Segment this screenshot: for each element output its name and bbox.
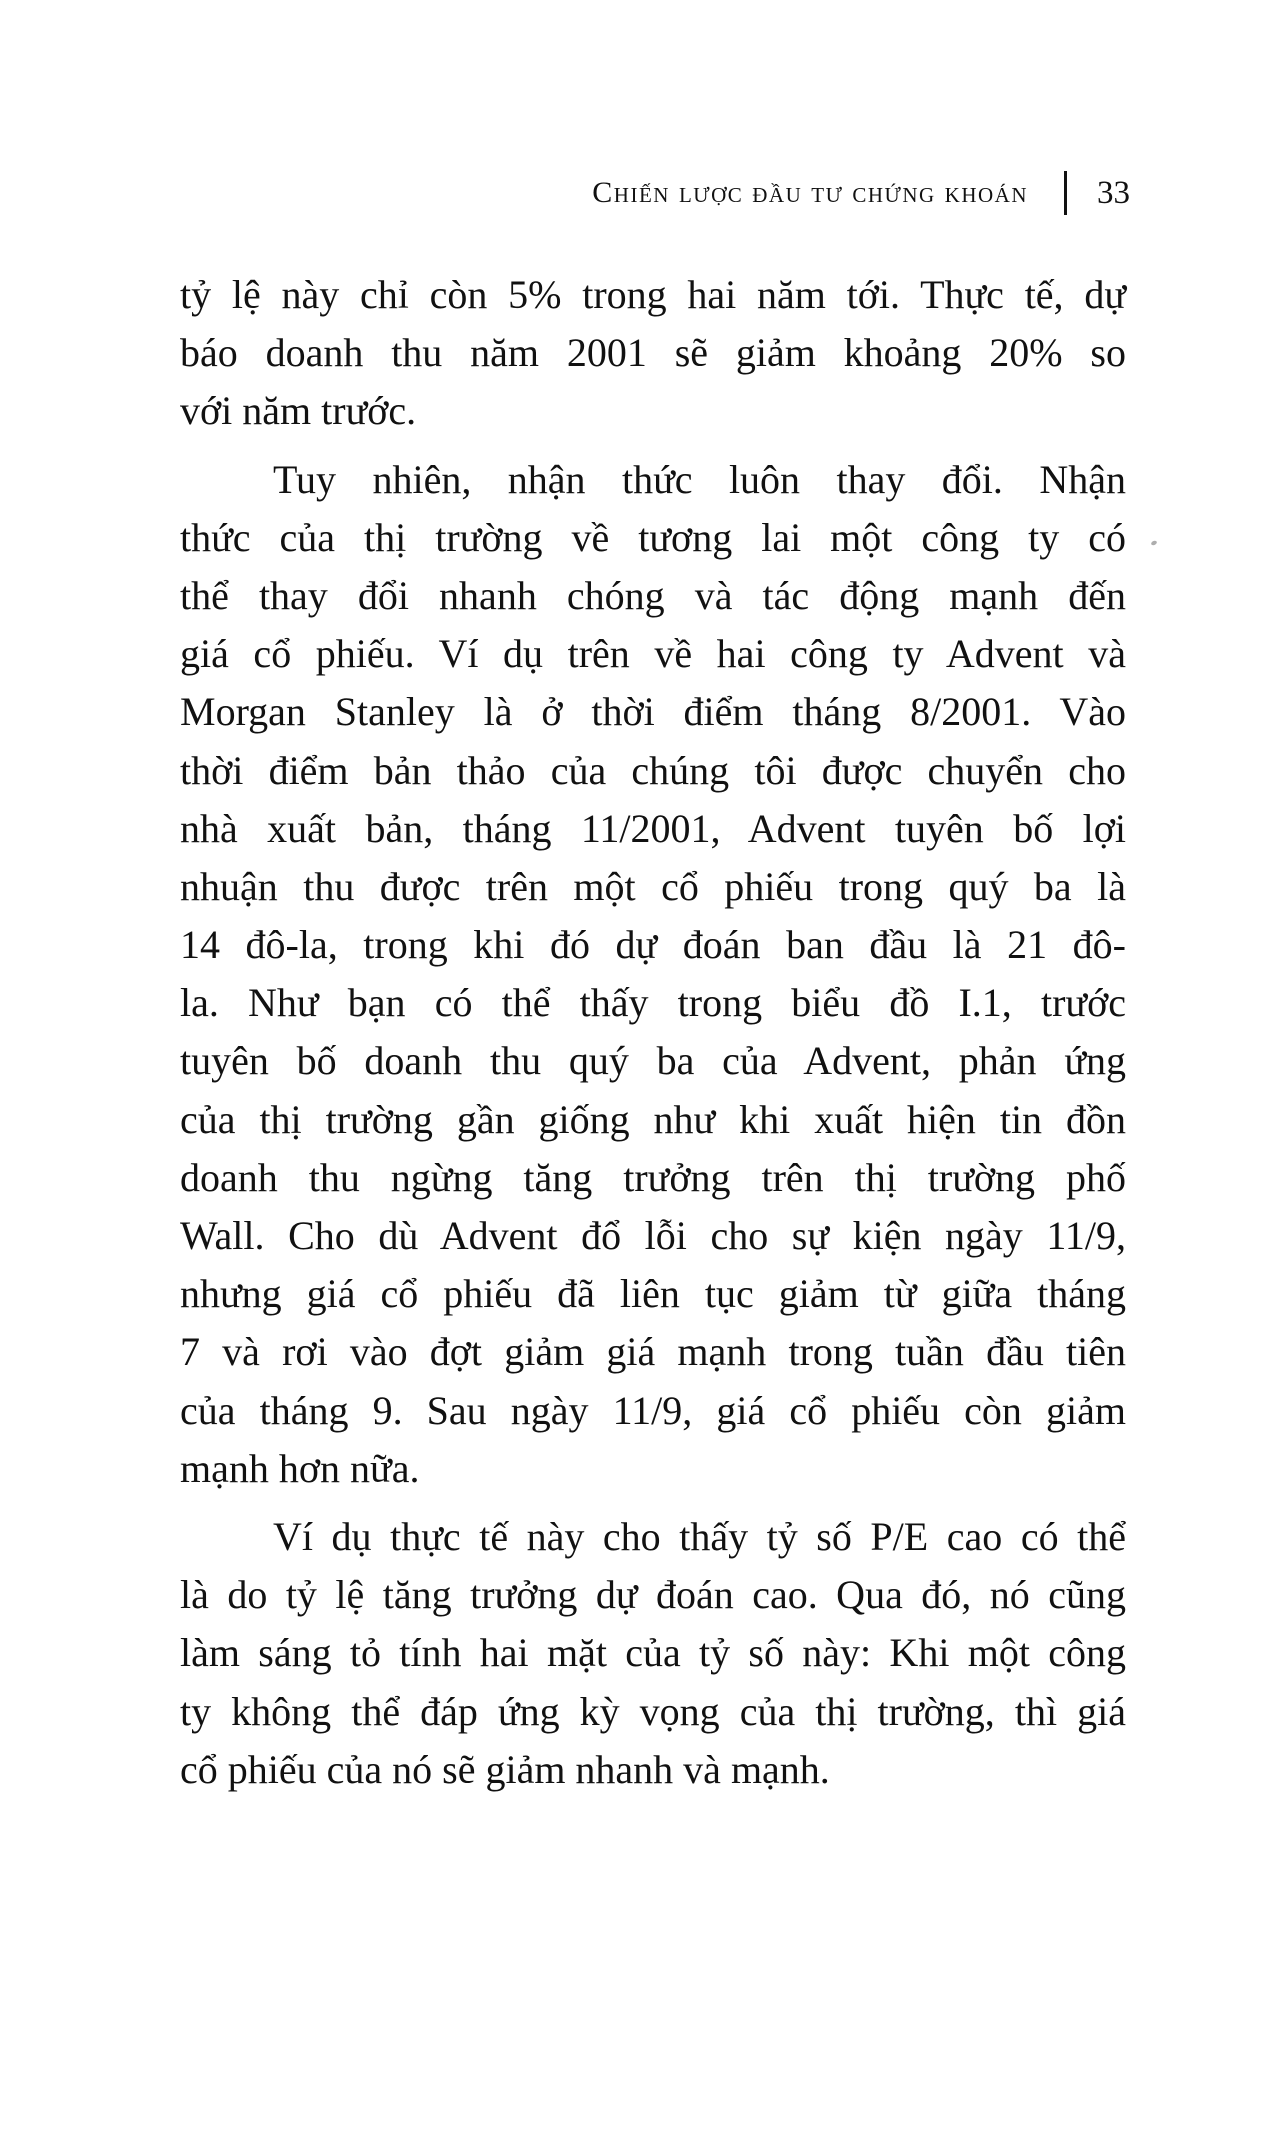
paragraph-gap [180, 441, 1126, 451]
paragraph-3 [180, 1508, 1126, 1799]
text-line: thời điểm bản thảo của chúng tôi được chuyển cho [180, 747, 1126, 793]
text-line: Ví dụ thực tế này cho thấy tỷ số P/E cao có thể [273, 1513, 1126, 1559]
text-line: làm sáng tỏ tính hai mặt của tỷ số này: Khi một công [180, 1630, 1126, 1676]
paragraph-2 [180, 451, 1126, 1498]
text-line: doanh thu ngừng tăng trưởng trên thị trường phố [180, 1154, 1126, 1200]
text-line: 14 đô-la, trong khi đó dự đoán ban đầu là 21 đô- [180, 922, 1126, 968]
text-line: báo doanh thu năm 2001 sẽ giảm khoảng 20% so [180, 330, 1126, 376]
scan-speck [1150, 540, 1157, 546]
text-line: tuyên bố doanh thu quý ba của Advent, phản ứng [180, 1038, 1126, 1084]
text-line: tỷ lệ này chỉ còn 5% trong hai năm tới. Thực tế, dự [180, 272, 1126, 317]
text-line: thể thay đổi nhanh chóng và tác động mạnh đến [180, 572, 1126, 618]
text-line: nhà xuất bản, tháng 11/2001, Advent tuyên bố lợi [180, 805, 1126, 851]
page-number: 33 [1097, 174, 1130, 211]
text-line: ty không thể đáp ứng kỳ vọng của thị trường, thì giá [180, 1688, 1126, 1734]
text-line: của thị trường gần giống như khi xuất hiện tin đồn [180, 1096, 1126, 1142]
text-line: của tháng 9. Sau ngày 11/9, giá cổ phiếu còn giảm [180, 1387, 1126, 1433]
text-line: nhuận thu được trên một cổ phiếu trong quý ba là [180, 863, 1126, 909]
text-line: với năm trước. [180, 388, 417, 434]
paragraph-gap [180, 1498, 1126, 1508]
text-line: la. Như bạn có thể thấy trong biểu đồ I.1, trước [180, 980, 1126, 1026]
text-line: Wall. Cho dù Advent đổ lỗi cho sự kiện ngày 11/9, [180, 1213, 1126, 1258]
text-line: là do tỷ lệ tăng trưởng dự đoán cao. Qua đó, nó cũng [180, 1572, 1126, 1618]
text-line: giá cổ phiếu. Ví dụ trên về hai công ty Advent và [180, 631, 1126, 677]
running-header [370, 168, 1130, 218]
body-text [180, 266, 1126, 1799]
text-line: nhưng giá cổ phiếu đã liên tục giảm từ giữa tháng [180, 1271, 1126, 1317]
text-line: 7 và rơi vào đợt giảm giá mạnh trong tuần đầu tiên [180, 1329, 1126, 1375]
text-line: cổ phiếu của nó sẽ giảm nhanh và mạnh. [180, 1746, 830, 1792]
running-title: Chiến lược đầu tư chứng khoán [592, 176, 1028, 209]
text-line: mạnh hơn nữa. [180, 1445, 420, 1491]
text-line: Tuy nhiên, nhận thức luôn thay đổi. Nhận [273, 456, 1126, 502]
text-line: thức của thị trường về tương lai một công ty có [180, 514, 1126, 560]
header-divider [1064, 171, 1067, 215]
paragraph-1 [180, 266, 1126, 441]
text-line: Morgan Stanley là ở thời điểm tháng 8/2001. Vào [180, 689, 1126, 735]
